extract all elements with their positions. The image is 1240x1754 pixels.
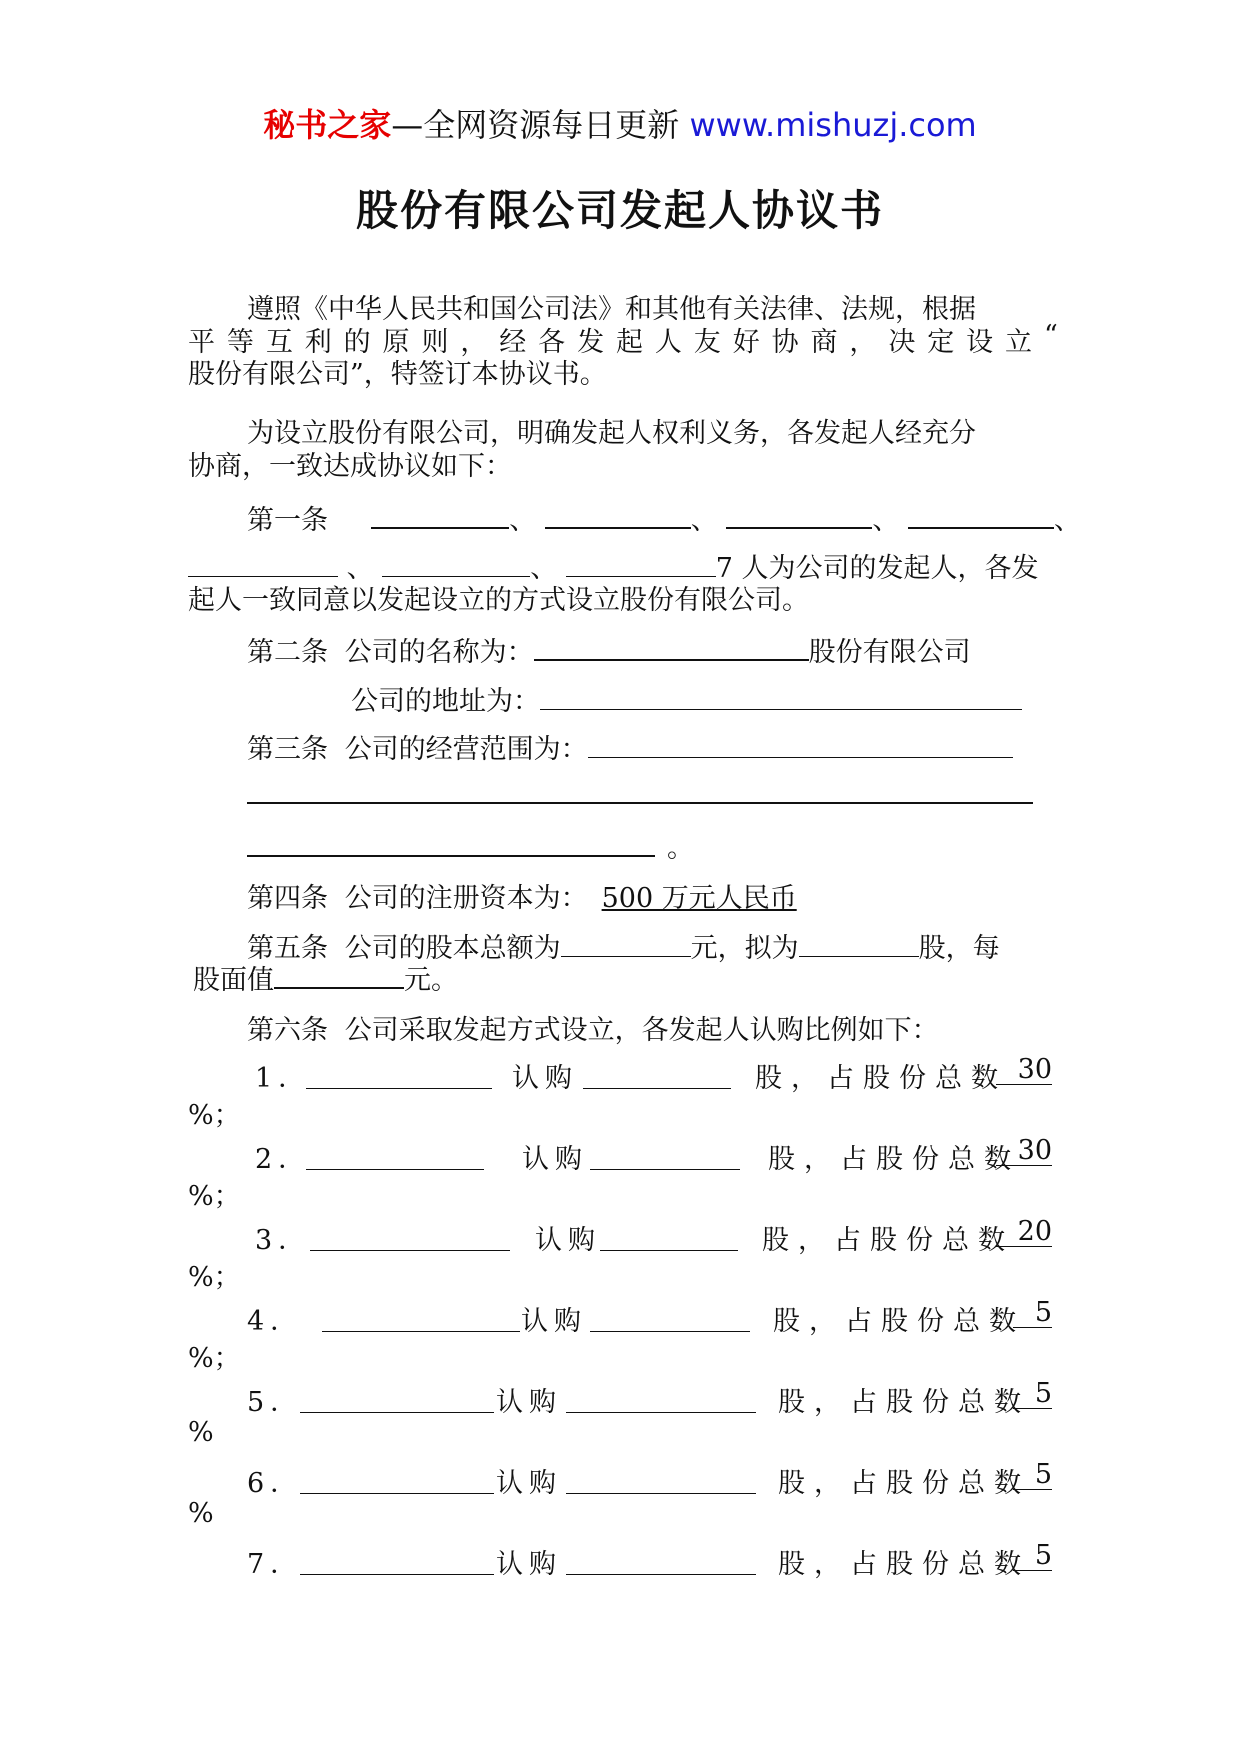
- share-amount-blank[interactable]: [583, 1088, 731, 1089]
- founder-name-blank[interactable]: [306, 1088, 492, 1089]
- article-3-line-1: [247, 727, 1013, 766]
- separator: 、: [872, 505, 900, 536]
- percent-suffix: %；: [188, 1262, 241, 1293]
- scope-end-mark: 。: [667, 833, 694, 864]
- founder-count-text: 7 人为公司的发起人，各发: [715, 553, 1039, 584]
- separator: 、: [509, 505, 537, 536]
- share-percent-text: 股，占股份总数: [778, 1387, 1030, 1418]
- founder-blank-1[interactable]: [371, 499, 509, 529]
- par-value-blank[interactable]: [274, 959, 404, 989]
- article-4-line: [247, 876, 797, 915]
- article-6-text: 公司采取发起方式设立，各发起人认购比例如下：: [344, 1015, 939, 1046]
- par-value-unit: 元。: [404, 965, 458, 996]
- article-3-line-3: [247, 826, 694, 865]
- intro-line-2-char: 的: [343, 327, 371, 358]
- intro-line-2-char: 友: [693, 327, 721, 358]
- intro-line-2-char: 原: [382, 327, 410, 358]
- subscribe-label: 认购: [535, 1225, 601, 1256]
- percent-suffix: %；: [188, 1181, 241, 1212]
- article-6-line: [247, 1008, 939, 1047]
- registered-capital-label: 公司的注册资本为：: [344, 883, 588, 914]
- company-name-blank[interactable]: [534, 631, 809, 661]
- item-number: 1．: [255, 1063, 312, 1094]
- intro-line-2-char: 决: [888, 327, 916, 358]
- separator: 、: [338, 553, 374, 584]
- founder-name-blank[interactable]: [322, 1331, 520, 1332]
- percent-suffix: %；: [188, 1343, 241, 1374]
- site-header: [0, 100, 1240, 146]
- item-number: 2．: [255, 1144, 312, 1175]
- share-percent-value: 5: [1013, 1461, 1052, 1490]
- article-4-label: 第四条: [247, 883, 328, 914]
- business-scope-blank-3[interactable]: [247, 827, 655, 857]
- intro-line-3: 股份有限公司”，特签订本协议书。: [188, 359, 607, 390]
- company-name-label: 公司的名称为：: [344, 637, 534, 668]
- subscribe-label: 认购: [521, 1306, 587, 1337]
- share-amount-blank[interactable]: [566, 1412, 756, 1413]
- subscribe-label: 认购: [496, 1468, 562, 1499]
- separator: 、: [530, 553, 558, 584]
- subscribe-label: 认购: [522, 1144, 588, 1175]
- intro-line-2-char: 平: [188, 327, 215, 358]
- intro-line-2-char: 各: [538, 327, 566, 358]
- founder-name-blank[interactable]: [300, 1574, 494, 1575]
- par-value-text: 股面值: [193, 965, 274, 996]
- share-capital-text-3: 股，每: [918, 933, 1000, 964]
- share-percent-value: 5: [1013, 1542, 1052, 1571]
- business-scope-blank-2[interactable]: [247, 802, 1033, 804]
- subscribe-label: 认购: [496, 1387, 562, 1418]
- item-number: 3．: [255, 1225, 312, 1256]
- share-count-blank[interactable]: [799, 928, 919, 957]
- item-number: 6．: [247, 1468, 304, 1499]
- header-slogan: —全网资源每日更新: [391, 106, 680, 144]
- intro-line-2-char: 利: [304, 327, 332, 358]
- separator: 、: [690, 505, 718, 536]
- share-amount-blank[interactable]: [566, 1574, 756, 1575]
- intro-line-2-char: ，: [460, 327, 488, 358]
- share-percent-text: 股，占股份总数: [762, 1225, 1014, 1256]
- share-percent-value: 5: [1013, 1299, 1052, 1328]
- percent-suffix: %: [188, 1417, 214, 1448]
- separator: 、: [1053, 505, 1081, 536]
- founder-blank-4[interactable]: [908, 499, 1054, 529]
- founder-blank-5[interactable]: [188, 548, 338, 577]
- brand-name: 秘书之家: [263, 106, 392, 144]
- article-1-label: 第一条: [247, 505, 328, 536]
- intro-line-2-char: 定: [927, 327, 955, 358]
- intro-line-1: 遵照《中华人民共和国公司法》和其他有关法律、法规，根据: [247, 294, 976, 325]
- intro-line-2-char: 商: [810, 327, 838, 358]
- share-percent-text: 股，占股份总数: [778, 1468, 1030, 1499]
- intro-line-2-char: 协: [771, 327, 799, 358]
- purpose-line-1: 为设立股份有限公司，明确发起人权利义务，各发起人经充分: [247, 418, 976, 449]
- share-percent-value: 30: [996, 1056, 1052, 1085]
- founder-blank-7[interactable]: [566, 548, 716, 577]
- founder-blank-3[interactable]: [726, 499, 872, 529]
- subscribe-label: 认购: [496, 1549, 562, 1580]
- founder-blank-6[interactable]: [382, 548, 530, 577]
- share-percent-text: 股，占股份总数: [755, 1063, 1007, 1094]
- document-title: 股份有限公司发起人协议书: [355, 186, 884, 235]
- intro-line-2-char: ，: [849, 327, 877, 358]
- company-address-label: 公司的地址为：: [351, 686, 540, 717]
- subscribe-label: 认购: [512, 1063, 578, 1094]
- intro-line-2-char: 设: [966, 327, 994, 358]
- item-number: 7．: [247, 1549, 304, 1580]
- founder-name-blank[interactable]: [306, 1169, 484, 1170]
- article-3-label: 第三条: [247, 734, 328, 765]
- article-1-line-1: [247, 498, 1081, 537]
- total-capital-blank[interactable]: [561, 928, 691, 957]
- share-percent-text: 股，占股份总数: [778, 1549, 1030, 1580]
- share-amount-blank[interactable]: [590, 1331, 750, 1332]
- share-percent-text: 股，占股份总数: [773, 1306, 1025, 1337]
- company-address-blank[interactable]: [540, 681, 1022, 710]
- intro-line-2-char: 发: [577, 327, 605, 358]
- share-amount-blank[interactable]: [600, 1250, 738, 1251]
- intro-line-2-char: 立: [1005, 327, 1033, 358]
- article-2-line-1: [247, 630, 971, 669]
- founder-name-blank[interactable]: [310, 1250, 510, 1251]
- intro-line-2-char: 互: [265, 327, 293, 358]
- intro-line-2-char: 则: [421, 327, 449, 358]
- article-2-line-2: [351, 679, 1022, 718]
- founder-name-blank[interactable]: [300, 1412, 494, 1413]
- founder-name-blank[interactable]: [300, 1493, 494, 1494]
- intro-line-2-char: 经: [499, 327, 527, 358]
- share-amount-blank[interactable]: [590, 1169, 740, 1170]
- item-number: 5．: [247, 1387, 304, 1418]
- founder-blank-2[interactable]: [545, 499, 691, 529]
- intro-line-2-char: 好: [732, 327, 760, 358]
- intro-line-2-char: 等: [226, 327, 254, 358]
- article-5-line-2: [193, 958, 458, 997]
- business-scope-label: 公司的经营范围为：: [344, 734, 588, 765]
- share-percent-value: 20: [996, 1218, 1052, 1247]
- company-name-suffix: 股份有限公司: [808, 637, 971, 668]
- site-url-link[interactable]: www.mishuzj.com: [689, 106, 977, 144]
- share-percent-value: 5: [1013, 1380, 1052, 1409]
- intro-line-2-char: “: [1043, 320, 1058, 351]
- intro-line-2-char: 人: [654, 327, 682, 358]
- share-percent-value: 30: [996, 1137, 1052, 1166]
- percent-suffix: %；: [188, 1100, 241, 1131]
- article-5-label: 第五条: [247, 933, 328, 964]
- article-2-label: 第二条: [247, 637, 328, 668]
- registered-capital-value: 500 万元人民币: [601, 883, 797, 914]
- share-amount-blank[interactable]: [566, 1493, 756, 1494]
- intro-line-2-char: 起: [615, 327, 643, 358]
- share-percent-text: 股，占股份总数: [768, 1144, 1020, 1175]
- percent-suffix: %: [188, 1498, 214, 1529]
- article-6-label: 第六条: [247, 1015, 328, 1046]
- share-capital-text: 公司的股本总额为: [344, 933, 561, 964]
- purpose-line-2: 协商，一致达成协议如下：: [188, 451, 512, 482]
- share-capital-text-2: 元，拟为: [690, 933, 799, 964]
- item-number: 4．: [247, 1306, 304, 1337]
- business-scope-blank-1[interactable]: [588, 729, 1013, 758]
- article-1-line-3: 起人一致同意以发起设立的方式设立股份有限公司。: [188, 585, 809, 616]
